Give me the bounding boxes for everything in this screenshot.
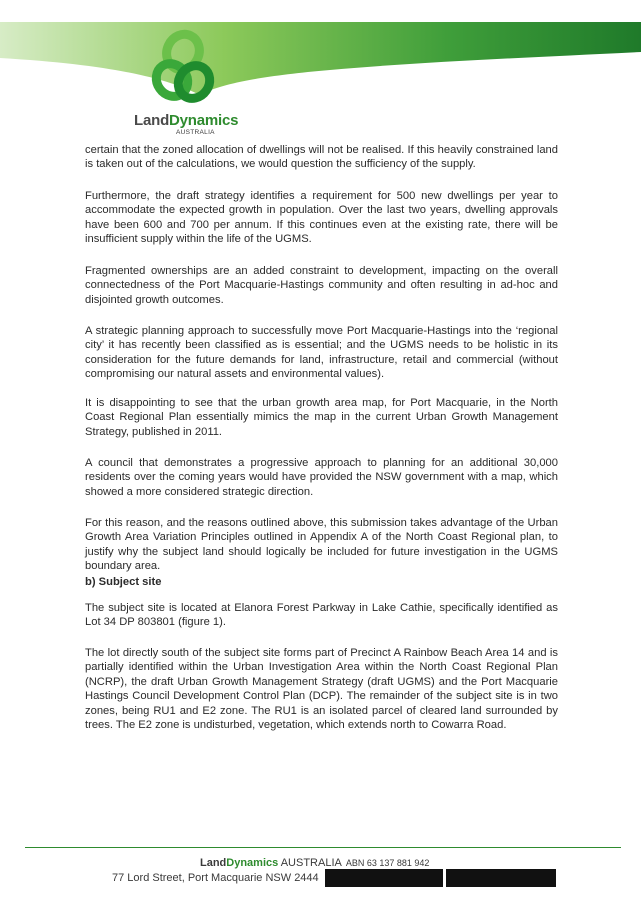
header-green-swoosh <box>0 0 641 100</box>
footer-brand-dynamics: Dynamics <box>226 857 279 869</box>
footer-brand-line <box>200 857 429 869</box>
brand-dynamics: Dynamics <box>169 112 239 129</box>
paragraph-site-zones: The lot directly south of the subject site forms part of Precinct A Rainbow Beach Area 14 and is partially identified within the Urban Investigation Area within the North Coast Regional Plan (NCRP), the draft Urban Growth Management Strategy (draft UGMS) and the Port Macquarie Hastings Council Development Control Plan (DCP). The remainder of the subject site is in two zones, being RU1 and E2 zone. The RU1 is an isolated parcel of cleared land surrounded by trees. The E2 zone is undisturbed, vegetation, which extends north to Cowarra Road. <box>85 647 558 732</box>
paragraph-site-location: The subject site is located at Elanora Forest Parkway in Lake Cathie, specifically identified as Lot 34 DP 803801 (figure 1). <box>85 602 558 629</box>
paragraph-dwellings: Furthermore, the draft strategy identifies a requirement for 500 new dwellings per year to accommodate the expected growth in population. Over the last two years, dwelling approvals have been 600 and 700 per annum. If this continues even at the existing rate, there will be insufficient supply within the life of the UGMS. <box>85 190 558 246</box>
redaction-block <box>446 869 556 887</box>
brand-wordmark <box>134 112 254 129</box>
section-heading: b) Subject site <box>85 576 162 588</box>
paragraph-fragmented: Fragmented ownerships are an added constraint to development, impacting on the overall connectedness of the Port Macquarie-Hastings community and often resulting in ad-hoc and disjointed growth outcomes. <box>85 265 558 306</box>
brand-subtitle: AUSTRALIA <box>176 129 215 136</box>
redaction-block <box>325 869 443 887</box>
paragraph-strategic: A strategic planning approach to successfully move Port Macquarie-Hastings into the ‘regional city’ it has recently been classified as is essential; and the UGMS needs to be holistic in its consideration for the future demands for land, infrastructure, retail and commercial (without compromising our natural assets and environmental values). <box>85 325 558 381</box>
footer-address: 77 Lord Street, Port Macquarie NSW 2444 <box>112 872 319 884</box>
landdynamics-logo-icon <box>150 28 216 108</box>
paragraph-supply: certain that the zoned allocation of dwellings will not be realised. If this heavily constrained land is taken out of the calculations, we would question the sufficiency of the supply. <box>85 144 558 171</box>
footer-brand-land: Land <box>200 857 227 869</box>
footer-divider <box>25 847 621 848</box>
brand-land: Land <box>134 112 170 129</box>
footer-abn: ABN 63 137 881 942 <box>345 858 430 868</box>
paragraph-council: A council that demonstrates a progressive approach to planning for an additional 30,000 residents over the coming years would have provided the NSW government with a map, which showed a more considered strategic direction. <box>85 457 558 498</box>
footer-brand-australia: AUSTRALIA <box>278 857 342 869</box>
paragraph-map: It is disappointing to see that the urban growth area map, for Port Macquarie, in the North Coast Regional Plan essentially mimics the map in the current Urban Growth Management Strategy, published in 2011. <box>85 397 558 438</box>
paragraph-reasons: For this reason, and the reasons outlined above, this submission takes advantage of the Urban Growth Area Variation Principles outlined in Appendix A of the North Coast Regional plan, to justify why the subject land should logically be included for future investigation in the UGMS boundary area. <box>85 517 558 573</box>
